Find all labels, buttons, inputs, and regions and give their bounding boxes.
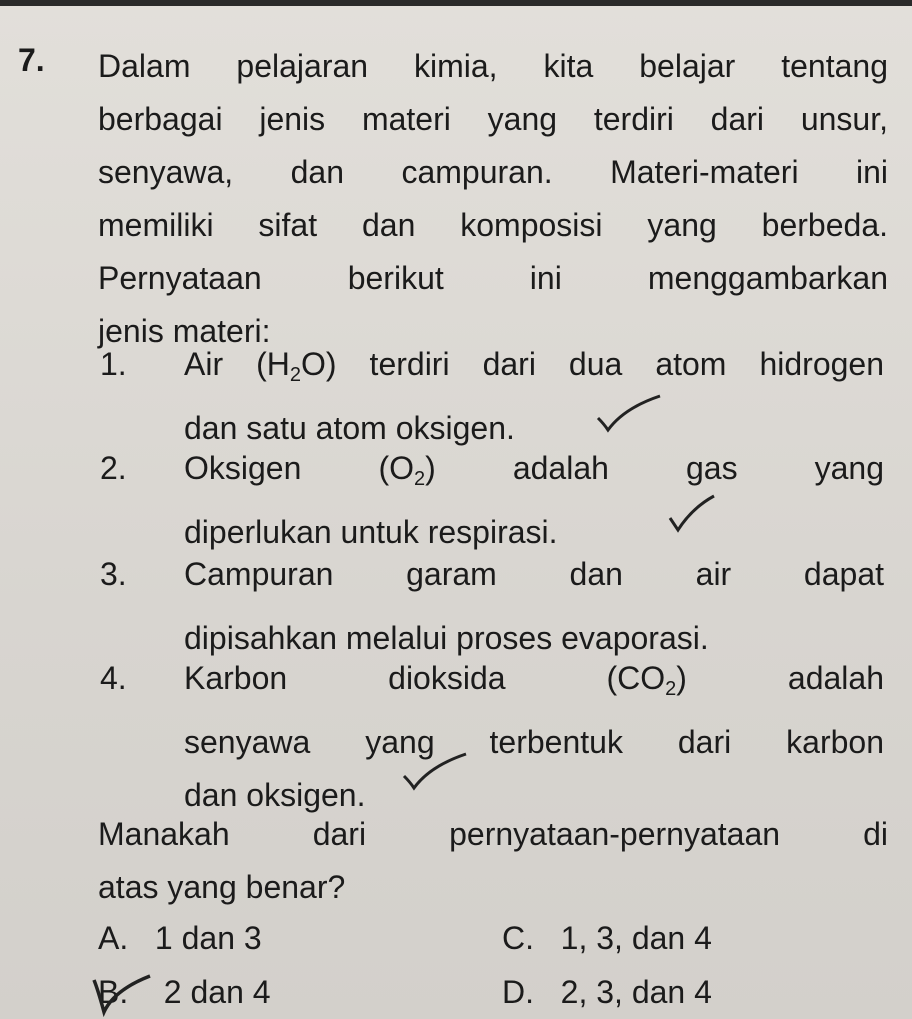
intro-line: jenis materi: [98, 313, 271, 349]
statement-line: Campuran garam dan air dapat [184, 556, 884, 592]
option-letter: D. [502, 974, 534, 1010]
statement-line: dan oksigen. [184, 777, 366, 813]
statement-line: Oksigen $(O_2)$ adalah gas yang [184, 450, 885, 490]
question-intro [98, 40, 888, 358]
statement-line: diperlukan untuk respirasi. [184, 514, 558, 550]
intro-line: memiliki sifat dan komposisi yang berbeda. [98, 207, 888, 243]
question-number: 7. [18, 42, 45, 78]
option-text: 2, 3, dan 4 [560, 974, 712, 1010]
statement-line: senyawa yang terbentuk dari karbon [184, 724, 884, 760]
prompt-line: Manakah dari pernyataan-pernyataan di [98, 816, 888, 852]
statement-number: 4. [100, 660, 127, 696]
intro-line: senyawa, dan campuran. Materi-materi ini [98, 154, 888, 190]
option-c[interactable] [502, 920, 712, 957]
question-prompt [98, 808, 888, 914]
statement-line: dan satu atom oksigen. [184, 410, 515, 446]
intro-line: Dalam pelajaran kimia, kita belajar tentang [98, 48, 888, 84]
statement-line: dipisahkan melalui proses evaporasi. [184, 620, 709, 656]
option-a[interactable] [98, 920, 262, 957]
intro-line: berbagai jenis materi yang terdiri dari unsur, [98, 101, 888, 137]
statement-line: Air $(H_2O)$ terdiri dari dua atom hidrogen [184, 346, 884, 386]
option-text: 1 dan 3 [154, 920, 262, 956]
statement-number: 1. [100, 346, 127, 382]
prompt-line: atas yang benar? [98, 869, 346, 905]
option-text: 1, 3, dan 4 [560, 920, 712, 956]
option-d[interactable] [502, 974, 712, 1011]
statement-number: 2. [100, 450, 127, 486]
statement-line: Karbon dioksida $(CO_2)$ adalah [184, 660, 885, 700]
checkmark-icon [400, 752, 470, 792]
option-letter: A. [98, 920, 129, 956]
intro-line: Pernyataan berikut ini menggambarkan [98, 260, 888, 296]
option-letter: C. [502, 920, 534, 956]
checkmark-icon [88, 972, 158, 1018]
top-border [0, 0, 912, 6]
checkmark-icon [668, 494, 718, 534]
option-text: 2 dan 4 [163, 974, 271, 1010]
option-letter: B. [98, 974, 129, 1010]
statement-number: 3. [100, 556, 127, 592]
checkmark-icon [594, 394, 664, 434]
